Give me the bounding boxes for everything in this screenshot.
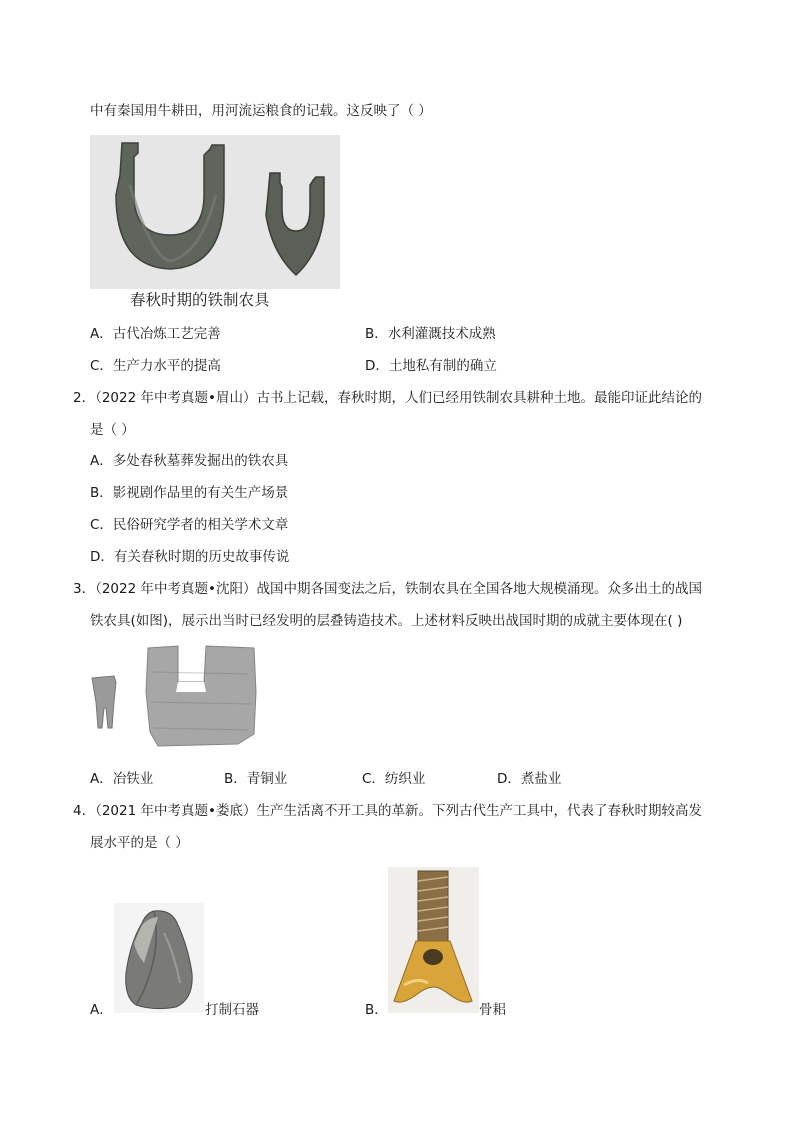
question-4-stem: 4．（2021 年中考真题•娄底）生产生活离不开工具的革新。下列古代生产工具中，代表了春秋时期较高发 xyxy=(73,803,702,819)
q2-option-b[interactable]: B．影视剧作品里的有关生产场景 xyxy=(90,485,289,501)
question-4-stem-cont: 展水平的是（ ） xyxy=(90,835,189,851)
iron-tools-caption: 春秋时期的铁制农具 xyxy=(130,291,270,309)
q2-option-c[interactable]: C．民俗研究学者的相关学术文章 xyxy=(90,517,289,533)
q1-option-d[interactable]: D．土地私有制的确立 xyxy=(365,358,497,374)
q4-option-b-letter[interactable]: B． xyxy=(365,1002,388,1018)
q3-option-d[interactable]: D．煮盐业 xyxy=(497,771,562,787)
q4-option-b-label: 骨耜 xyxy=(479,1002,506,1018)
question-3-stem: 3．（2022 年中考真题•沈阳）战国中期各国变法之后，铁制农具在全国各地大规模涌现。众多出土的战国 xyxy=(73,581,702,597)
question-1-stem-tail: 中有秦国用牛耕田，用河流运粮食的记载。这反映了（ ） xyxy=(90,103,432,119)
bone-spade-photo[interactable] xyxy=(388,867,479,1013)
q3-option-c[interactable]: C．纺织业 xyxy=(362,771,426,787)
q4-option-a-letter[interactable]: A． xyxy=(90,1002,113,1018)
q2-option-a[interactable]: A．多处春秋墓葬发掘出的铁农具 xyxy=(90,453,289,469)
question-2-stem-cont: 是（ ） xyxy=(90,422,135,438)
question-2-stem: 2．（2022 年中考真题•眉山）古书上记载，春秋时期，人们已经用铁制农具耕种土地。最能印证此结论的 xyxy=(73,390,702,406)
q4-option-a-label: 打制石器 xyxy=(205,1002,259,1018)
q1-option-a[interactable]: A．古代冶炼工艺完善 xyxy=(90,326,221,342)
q1-option-b[interactable]: B．水利灌溉技术成熟 xyxy=(365,326,496,342)
iron-tools-photo xyxy=(90,135,340,289)
q2-option-d[interactable]: D．有关春秋时期的历史故事传说 xyxy=(90,549,290,565)
warring-states-iron-tools-photo xyxy=(88,642,268,750)
question-3-stem-cont: 铁农具(如图)，展示出当时已经发明的层叠铸造技术。上述材料反映出战国时期的成就主要体现在( ) xyxy=(90,613,683,629)
q1-option-c[interactable]: C．生产力水平的提高 xyxy=(90,358,221,374)
chipped-stone-tool-photo[interactable] xyxy=(114,903,204,1013)
q3-option-b[interactable]: B．青铜业 xyxy=(224,771,288,787)
q3-option-a[interactable]: A．冶铁业 xyxy=(90,771,154,787)
